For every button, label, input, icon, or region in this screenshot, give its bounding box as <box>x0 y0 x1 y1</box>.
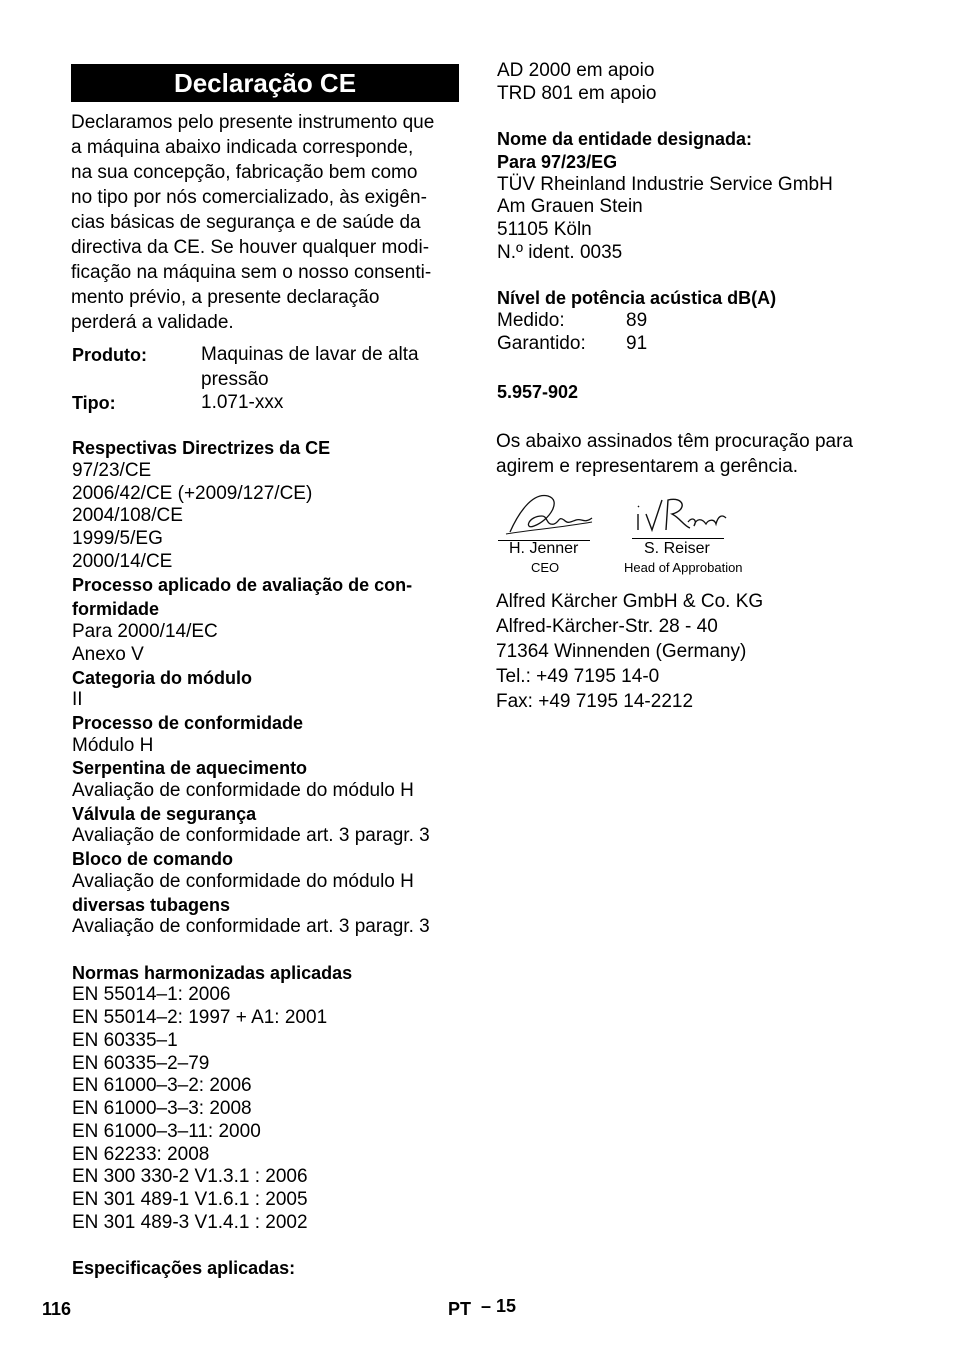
directive-item: 2006/42/CE (+2009/127/CE) <box>72 483 313 504</box>
entity-directive: Para 97/23/EG <box>497 152 618 172</box>
standard-item: EN 61000–3–3: 2008 <box>72 1098 252 1119</box>
produto-value-cont: pressão <box>201 369 269 390</box>
guaranteed-label: Garantido: <box>497 333 586 354</box>
entity-line: 51105 Köln <box>497 219 592 240</box>
entity-heading: Nome da entidade designada: <box>497 129 753 149</box>
standard-item: EN 301 489-3 V1.4.1 : 2002 <box>72 1212 308 1233</box>
process-annex: Anexo V <box>72 644 144 665</box>
signatory-name: H. Jenner <box>509 540 579 557</box>
directive-item: 1999/5/EG <box>72 528 163 549</box>
entity-line: N.º ident. 0035 <box>497 242 623 263</box>
signature-reiser <box>632 492 728 538</box>
standard-item: EN 60335–2–79 <box>72 1053 210 1074</box>
noise-heading: Nível de potência acústica dB(A) <box>497 288 777 308</box>
page-number-right: – 15 <box>481 1296 517 1316</box>
signatory-title: CEO <box>531 560 560 575</box>
directive-item: 97/23/CE <box>72 460 152 481</box>
valve-value: Avaliação de conformidade art. 3 paragr. 3 <box>72 825 430 846</box>
address-line: 71364 Winnenden (Germany) <box>496 641 747 662</box>
process-value: Para 2000/14/EC <box>72 621 218 642</box>
directive-item: 2000/14/CE <box>72 551 173 572</box>
standard-item: EN 301 489-1 V1.6.1 : 2005 <box>72 1189 308 1210</box>
standard-item: EN 60335–1 <box>72 1030 178 1051</box>
signatories-text: agirem e representarem a gerência. <box>496 456 799 477</box>
intro-line: no tipo por nós comercializado, às exigên- <box>71 187 427 208</box>
specs-heading: Especificações aplicadas: <box>72 1258 296 1278</box>
conformity-heading: Processo de conformidade <box>72 713 304 733</box>
entity-line: TÜV Rheinland Industrie Service GmbH <box>497 174 833 195</box>
valve-heading: Válvula de segurança <box>72 804 257 824</box>
intro-line: na sua concepção, fabricação bem como <box>71 162 418 183</box>
address-line: Fax: +49 7195 14-2212 <box>496 691 694 712</box>
intro-line: cias básicas de segurança e de saúde da <box>71 212 421 233</box>
tipo-label: Tipo: <box>72 393 116 413</box>
standard-item: EN 300 330-2 V1.3.1 : 2006 <box>72 1166 308 1187</box>
entity-line: Am Grauen Stein <box>497 196 643 217</box>
signatory-title: Head of Approbation <box>624 560 743 575</box>
address-line: Tel.: +49 7195 14-0 <box>496 666 660 687</box>
intro-line: Declaramos pelo presente instrumento que <box>71 112 435 133</box>
spec-line: TRD 801 em apoio <box>497 83 657 104</box>
coil-heading: Serpentina de aquecimento <box>72 758 308 778</box>
produto-value: Maquinas de lavar de alta <box>201 344 419 365</box>
coil-value: Avaliação de conformidade do módulo H <box>72 780 414 801</box>
conformity-value: Módulo H <box>72 735 154 756</box>
part-number: 5.957-902 <box>497 382 579 402</box>
signatories-text: Os abaixo assinados têm procuração para <box>496 431 853 452</box>
spec-line: AD 2000 em apoio <box>497 60 655 81</box>
standard-item: EN 55014–1: 2006 <box>72 984 231 1005</box>
page-title: Declaração CE <box>71 64 459 102</box>
directives-heading: Respectivas Directrizes da CE <box>72 438 331 458</box>
intro-line: directiva da CE. Se houver qualquer modi- <box>71 237 430 258</box>
tipo-value: 1.071-xxx <box>201 392 284 413</box>
language-code: PT <box>448 1299 472 1319</box>
intro-line: mento prévio, a presente declaração <box>71 287 380 308</box>
address-line: Alfred Kärcher GmbH & Co. KG <box>496 591 764 612</box>
module-category-value: II <box>72 689 83 710</box>
produto-label: Produto: <box>72 345 147 365</box>
standards-heading: Normas harmonizadas aplicadas <box>72 963 353 983</box>
guaranteed-value: 91 <box>626 333 648 354</box>
standard-item: EN 55014–2: 1997 + A1: 2001 <box>72 1007 328 1028</box>
page-number-left: 116 <box>42 1299 72 1319</box>
signature-line <box>632 538 724 539</box>
measured-label: Medido: <box>497 310 565 331</box>
signature-jenner <box>498 486 598 542</box>
standard-item: EN 61000–3–11: 2000 <box>72 1121 261 1142</box>
pipes-heading: diversas tubagens <box>72 895 231 915</box>
intro-line: a máquina abaixo indicada corresponde, <box>71 137 414 158</box>
directive-item: 2004/108/CE <box>72 505 183 526</box>
control-block-value: Avaliação de conformidade do módulo H <box>72 871 414 892</box>
measured-value: 89 <box>626 310 648 331</box>
process-heading: Processo aplicado de avaliação de con- <box>72 575 413 595</box>
standard-item: EN 62233: 2008 <box>72 1144 210 1165</box>
standard-item: EN 61000–3–2: 2006 <box>72 1075 252 1096</box>
pipes-value: Avaliação de conformidade art. 3 paragr. 3 <box>72 916 430 937</box>
intro-line: ficação na máquina sem o nosso consenti- <box>71 262 432 283</box>
intro-paragraph <box>71 110 463 335</box>
address-line: Alfred-Kärcher-Str. 28 - 40 <box>496 616 718 637</box>
signatory-name: S. Reiser <box>644 540 710 557</box>
module-category-heading: Categoria do módulo <box>72 668 252 688</box>
process-heading-cont: formidade <box>72 599 160 619</box>
control-block-heading: Bloco de comando <box>72 849 234 869</box>
intro-line: perderá a validade. <box>71 312 234 333</box>
